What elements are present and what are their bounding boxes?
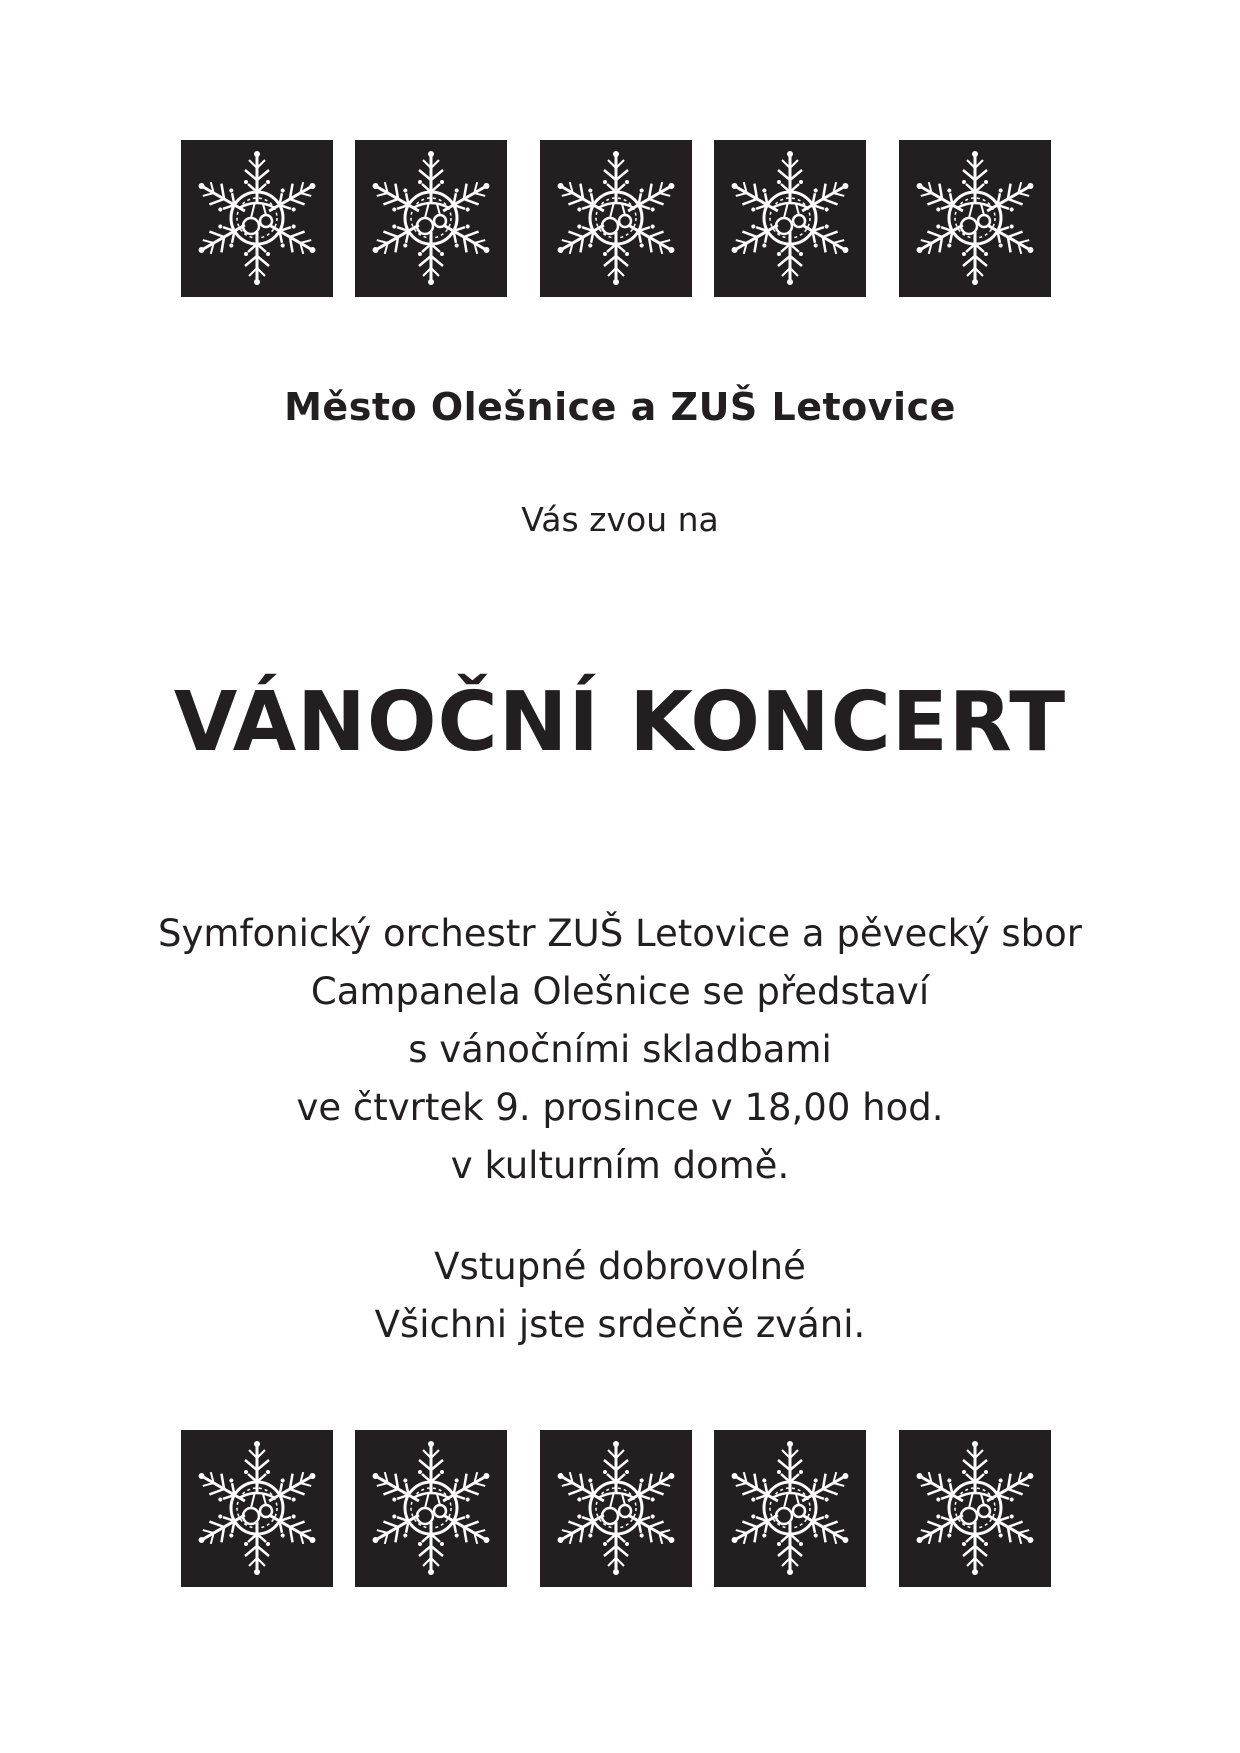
snowflake-ornament-icon (720, 1438, 860, 1578)
details-line: s vánočními skladbami (408, 1028, 832, 1071)
snowflake-ornament-icon (720, 148, 860, 288)
details-line: Campanela Olešnice se představí (310, 970, 930, 1013)
ornament-tile (181, 1430, 333, 1587)
invite-line: Vás zvou na (521, 500, 719, 539)
snowflake-ornament-icon (905, 148, 1045, 288)
organizers-heading: Město Olešnice a ZUŠ Letovice (284, 385, 956, 429)
ornament-tile (540, 1430, 692, 1587)
ornament-tile (714, 140, 866, 297)
snowflake-ornament-icon (905, 1438, 1045, 1578)
details-line: v kulturním domě. (450, 1144, 790, 1187)
snowflake-ornament-icon (361, 148, 501, 288)
ornament-tile (540, 140, 692, 297)
ornament-tile (355, 140, 507, 297)
ornament-tile (181, 140, 333, 297)
details-line: Symfonický orchestr ZUŠ Letovice a pěvecký sbor (158, 912, 1082, 955)
closing-notes (0, 1238, 1240, 1354)
ornament-tile (899, 1430, 1051, 1587)
snowflake-ornament-icon (361, 1438, 501, 1578)
snowflake-ornament-icon (546, 148, 686, 288)
snowflake-ornament-icon (187, 1438, 327, 1578)
welcome-note: Všichni jste srdečně zváni. (374, 1303, 866, 1346)
ornament-tile (714, 1430, 866, 1587)
top-ornament-row (0, 140, 1240, 297)
ornament-tile (355, 1430, 507, 1587)
snowflake-ornament-icon (546, 1438, 686, 1578)
admission-note: Vstupné dobrovolné (434, 1245, 806, 1288)
details-line: ve čtvrtek 9. prosince v 18,00 hod. (296, 1086, 944, 1129)
bottom-ornament-row (0, 1430, 1240, 1587)
event-details (0, 905, 1240, 1195)
event-title: VÁNOČNÍ KONCERT (173, 675, 1067, 770)
snowflake-ornament-icon (187, 148, 327, 288)
ornament-tile (899, 140, 1051, 297)
